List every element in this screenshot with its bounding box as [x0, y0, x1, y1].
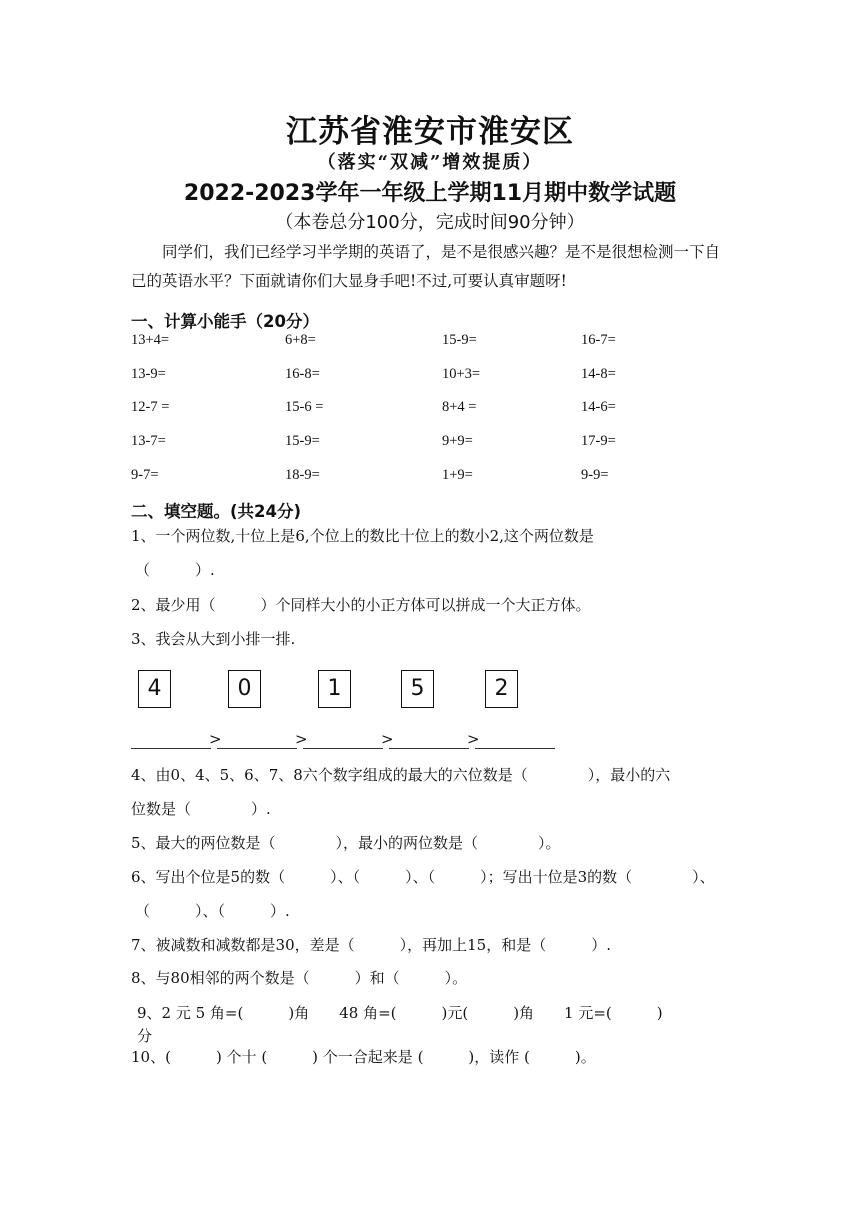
question-2: 2、最少用（ ）个同样大小的小正方体可以拼成一个大正方体。: [131, 596, 591, 614]
question-6: 6、写出个位是5的数（ ）、（ ）、（ ）；写出十位是3的数（ ）、: [131, 868, 715, 886]
calc-item: 1+9=: [442, 467, 473, 483]
question-9-line2: 分: [137, 1027, 153, 1045]
order-blank: [389, 748, 469, 749]
calc-item: 13+4=: [131, 332, 170, 348]
greater-than-sign: >: [295, 730, 308, 748]
order-blank: [475, 748, 555, 749]
number-card: 1: [318, 670, 351, 708]
question-4-line2: 位数是（ ）.: [131, 800, 271, 818]
question-4: 4、由0、4、5、6、7、8六个数字组成的最大的六位数是（ ），最小的六: [131, 766, 671, 784]
calc-item: 10+3=: [442, 366, 481, 382]
question-7: 7、被减数和减数都是30，差是（ ），再加上15，和是（ ）.: [131, 936, 611, 954]
calc-item: 15-9=: [285, 433, 320, 449]
calc-item: 6+8=: [285, 332, 316, 348]
calc-item: 13-9=: [131, 366, 166, 382]
section1-heading: 一、计算小能手（20分）: [131, 312, 319, 331]
calc-item: 12-7 =: [131, 399, 170, 415]
number-card: 5: [401, 670, 434, 708]
calc-item: 18-9=: [285, 467, 320, 483]
number-card: 4: [138, 670, 171, 708]
calc-item: 13-7=: [131, 433, 166, 449]
calc-item: 15-6 =: [285, 399, 324, 415]
greater-than-sign: >: [381, 730, 394, 748]
calc-item: 9-9=: [581, 467, 609, 483]
calc-item: 14-8=: [581, 366, 616, 382]
calc-item: 15-9=: [442, 332, 477, 348]
question-8: 8、与80相邻的两个数是（ ）和（ ）。: [131, 969, 468, 987]
exam-name: 2022-2023学年一年级上学期11月期中数学试题: [183, 181, 677, 206]
order-blank: [303, 748, 383, 749]
calc-item: 16-7=: [581, 332, 616, 348]
order-blank: [131, 748, 211, 749]
exam-note: （本卷总分100分，完成时间90分钟）: [275, 212, 585, 233]
calc-item: 8+4 =: [442, 399, 477, 415]
calc-item: 9+9=: [442, 433, 473, 449]
number-card: 2: [485, 670, 518, 708]
page-title: 江苏省淮安市淮安区: [286, 114, 574, 150]
calc-item: 14-6=: [581, 399, 616, 415]
question-1-answer: （ ）.: [135, 561, 215, 579]
section2-heading: 二、填空题。(共24分): [131, 502, 302, 521]
question-6-line2: （ ）、（ ）.: [135, 902, 290, 920]
question-1: 1、一个两位数,十位上是6,个位上的数比十位上的数小2,这个两位数是: [131, 527, 594, 545]
greater-than-sign: >: [467, 730, 480, 748]
question-3: 3、我会从大到小排一排.: [131, 630, 296, 648]
question-5: 5、最大的两位数是（ ），最小的两位数是（ ）。: [131, 834, 561, 852]
calc-item: 17-9=: [581, 433, 616, 449]
page-subtitle: （落实“双减”增效提质）: [317, 152, 543, 173]
order-blank: [217, 748, 297, 749]
question-10: 10、( ) 个十 ( ) 个一合起来是 ( )，读作 ( )。: [131, 1048, 596, 1066]
calc-item: 16-8=: [285, 366, 320, 382]
intro-paragraph: 同学们，我们已经学习半学期的英语了，是不是很感兴趣？是不是很想检测一下自己的英语水平？下面就请你们大显身手吧!不过,可要认真审题呀!: [131, 243, 721, 290]
calc-item: 9-7=: [131, 467, 159, 483]
number-card: 0: [228, 670, 261, 708]
question-9: 9、2 元 5 角=( )角 48 角=( )元( )角 1 元=( ): [137, 1004, 663, 1022]
greater-than-sign: >: [209, 730, 222, 748]
